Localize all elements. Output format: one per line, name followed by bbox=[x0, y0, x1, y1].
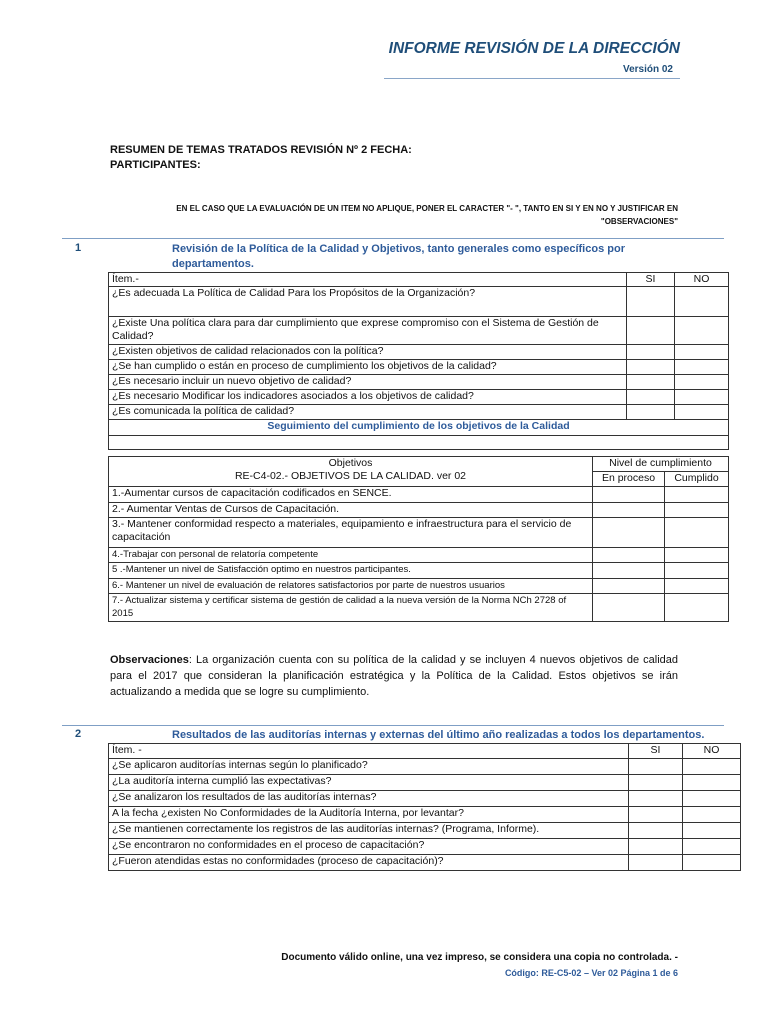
table-row: ¿Se analizaron los resultados de las auditorías internas? bbox=[109, 791, 741, 807]
no-cell[interactable] bbox=[675, 390, 729, 405]
no-cell[interactable] bbox=[683, 791, 741, 807]
summary-block bbox=[110, 143, 412, 173]
cumplido-cell[interactable] bbox=[665, 487, 729, 503]
spacer-row bbox=[109, 436, 729, 450]
en-proceso-cell[interactable] bbox=[593, 579, 665, 594]
section-2-number: 2 bbox=[75, 728, 82, 740]
table-row: ¿Es necesario Modificar los indicadores asociados a los objetivos de calidad? bbox=[109, 390, 729, 405]
table-header-row bbox=[109, 273, 729, 287]
section-1-number: 1 bbox=[75, 242, 82, 254]
table-row: 1.-Aumentar cursos de capacitación codificados en SENCE. bbox=[109, 487, 729, 503]
si-cell[interactable] bbox=[627, 345, 675, 360]
no-cell[interactable] bbox=[683, 855, 741, 871]
table-row: ¿Existen objetivos de calidad relacionados con la política? bbox=[109, 345, 729, 360]
no-cell[interactable] bbox=[675, 287, 729, 317]
en-proceso-cell[interactable] bbox=[593, 518, 665, 548]
section-2-divider bbox=[62, 725, 724, 726]
no-cell[interactable] bbox=[683, 807, 741, 823]
nivel-header: Nivel de cumplimiento bbox=[593, 457, 729, 472]
objectives-header-row bbox=[109, 457, 729, 472]
header-no: NO bbox=[675, 273, 729, 287]
observations-label: Observaciones bbox=[110, 654, 189, 666]
table-row: 6.- Mantener un nivel de evaluación de relatores satisfactorios por parte de nuestros usuarios bbox=[109, 579, 729, 594]
en-proceso-cell[interactable] bbox=[593, 594, 665, 622]
header-item: Ítem.- bbox=[109, 273, 627, 287]
version-label: Versión 02 bbox=[622, 64, 673, 75]
si-cell[interactable] bbox=[629, 791, 683, 807]
no-cell[interactable] bbox=[683, 839, 741, 855]
objectives-table bbox=[108, 456, 729, 622]
en-proceso-cell[interactable] bbox=[593, 563, 665, 579]
objectives-subheading: Seguimiento del cumplimiento de los objetivos de la Calidad bbox=[109, 420, 729, 436]
table-row: 7.- Actualizar sistema y certificar sistema de gestión de calidad a la nueva versión de la Norma NCh 2728 of 2015 bbox=[109, 594, 729, 622]
table-row: ¿Es adecuada La Política de Calidad Para los Propósitos de la Organización? bbox=[109, 287, 729, 317]
table-row: ¿Se encontraron no conformidades en el proceso de capacitación? bbox=[109, 839, 741, 855]
no-cell[interactable] bbox=[675, 345, 729, 360]
table-row: ¿Se han cumplido o están en proceso de cumplimiento los objetivos de la calidad? bbox=[109, 360, 729, 375]
cumplido-cell[interactable] bbox=[665, 548, 729, 563]
no-cell[interactable] bbox=[683, 823, 741, 839]
en-proceso-cell[interactable] bbox=[593, 503, 665, 518]
section-1-checklist bbox=[108, 272, 729, 450]
no-cell[interactable] bbox=[675, 375, 729, 390]
no-cell[interactable] bbox=[683, 775, 741, 791]
si-cell[interactable] bbox=[627, 390, 675, 405]
si-cell[interactable] bbox=[629, 839, 683, 855]
footer-code: Código: RE-C5-02 – Ver 02 Página 1 de 6 bbox=[504, 968, 678, 978]
si-cell[interactable] bbox=[627, 317, 675, 345]
objectives-header: Objetivos RE-C4-02.- OBJETIVOS DE LA CALIDAD. ver 02 bbox=[109, 457, 593, 487]
table-row: ¿Se aplicaron auditorías internas según lo planificado? bbox=[109, 759, 741, 775]
header-si: SI bbox=[629, 744, 683, 759]
no-cell[interactable] bbox=[675, 360, 729, 375]
table-row: ¿Es necesario incluir un nuevo objetivo de calidad? bbox=[109, 375, 729, 390]
table-row: 2.- Aumentar Ventas de Cursos de Capacitación. bbox=[109, 503, 729, 518]
no-cell[interactable] bbox=[683, 759, 741, 775]
cumplido-header: Cumplido bbox=[665, 472, 729, 487]
si-cell[interactable] bbox=[629, 807, 683, 823]
header-item: Ítem. - bbox=[109, 744, 629, 759]
table-row: ¿La auditoría interna cumplió las expectativas? bbox=[109, 775, 741, 791]
en-proceso-header: En proceso bbox=[593, 472, 665, 487]
cumplido-cell[interactable] bbox=[665, 503, 729, 518]
table-row: ¿Es comunicada la política de calidad? bbox=[109, 405, 729, 420]
summary-participants: PARTICIPANTES: bbox=[110, 159, 201, 171]
cumplido-cell[interactable] bbox=[665, 518, 729, 548]
table-row: ¿Fueron atendidas estas no conformidades (proceso de capacitación)? bbox=[109, 855, 741, 871]
no-cell[interactable] bbox=[675, 405, 729, 420]
header-no: NO bbox=[683, 744, 741, 759]
cumplido-cell[interactable] bbox=[665, 594, 729, 622]
si-cell[interactable] bbox=[627, 287, 675, 317]
section-1-divider bbox=[62, 238, 724, 239]
observations-text: : La organización cuenta con su política de la calidad y se incluyen 4 nuevos objetivos de calidad para el 2017 que consideran la planificación estratégica y la Política de la Calidad. Estos objetivos se irán actualizando a medida que se logre su cumplimiento. bbox=[110, 654, 678, 698]
document-title: INFORME REVISIÓN DE LA DIRECCIÓN bbox=[388, 40, 680, 57]
table-header-row bbox=[109, 744, 741, 759]
table-row: A la fecha ¿existen No Conformidades de la Auditoría Interna, por levantar? bbox=[109, 807, 741, 823]
si-cell[interactable] bbox=[629, 759, 683, 775]
instructions-line-1: EN EL CASO QUE LA EVALUACIÓN DE UN ITEM NO APLIQUE, PONER EL CARACTER "- ", TANTO EN SI Y EN NO Y JUSTIFICAR EN bbox=[176, 204, 678, 213]
si-cell[interactable] bbox=[627, 360, 675, 375]
instructions bbox=[150, 202, 678, 228]
en-proceso-cell[interactable] bbox=[593, 487, 665, 503]
si-cell[interactable] bbox=[629, 823, 683, 839]
observations bbox=[110, 652, 678, 700]
instructions-line-2: "OBSERVACIONES" bbox=[600, 217, 678, 226]
si-cell[interactable] bbox=[629, 855, 683, 871]
footer-disclaimer: Documento válido online, una vez impreso, se considera una copia no controlada. - bbox=[281, 952, 678, 963]
table-row: 5 .-Mantener un nivel de Satisfacción optimo en nuestros participantes. bbox=[109, 563, 729, 579]
en-proceso-cell[interactable] bbox=[593, 548, 665, 563]
subheading-row bbox=[109, 420, 729, 436]
cumplido-cell[interactable] bbox=[665, 579, 729, 594]
table-row: ¿Existe Una política clara para dar cumplimiento que exprese compromiso con el Sistema de Gestión de Calidad? bbox=[109, 317, 729, 345]
cumplido-cell[interactable] bbox=[665, 563, 729, 579]
si-cell[interactable] bbox=[627, 405, 675, 420]
table-row: ¿Se mantienen correctamente los registros de las auditorías internas? (Programa, Informe). bbox=[109, 823, 741, 839]
header-si: SI bbox=[627, 273, 675, 287]
no-cell[interactable] bbox=[675, 317, 729, 345]
summary-line-1: RESUMEN DE TEMAS TRATADOS REVISIÓN Nº 2 FECHA: bbox=[110, 144, 412, 156]
section-2-checklist bbox=[108, 743, 741, 871]
section-1-title: Revisión de la Política de la Calidad y Objetivos, tanto generales como específicos por departamentos. bbox=[172, 243, 625, 270]
header-divider bbox=[384, 78, 680, 79]
section-2-title: Resultados de las auditorías internas y externas del último año realizadas a todos los departamentos. bbox=[172, 729, 705, 741]
si-cell[interactable] bbox=[627, 375, 675, 390]
table-row: 3.- Mantener conformidad respecto a materiales, equipamiento e infraestructura para el servicio de capacitación bbox=[109, 518, 729, 548]
si-cell[interactable] bbox=[629, 775, 683, 791]
table-row: 4.-Trabajar con personal de relatoría competente bbox=[109, 548, 729, 563]
